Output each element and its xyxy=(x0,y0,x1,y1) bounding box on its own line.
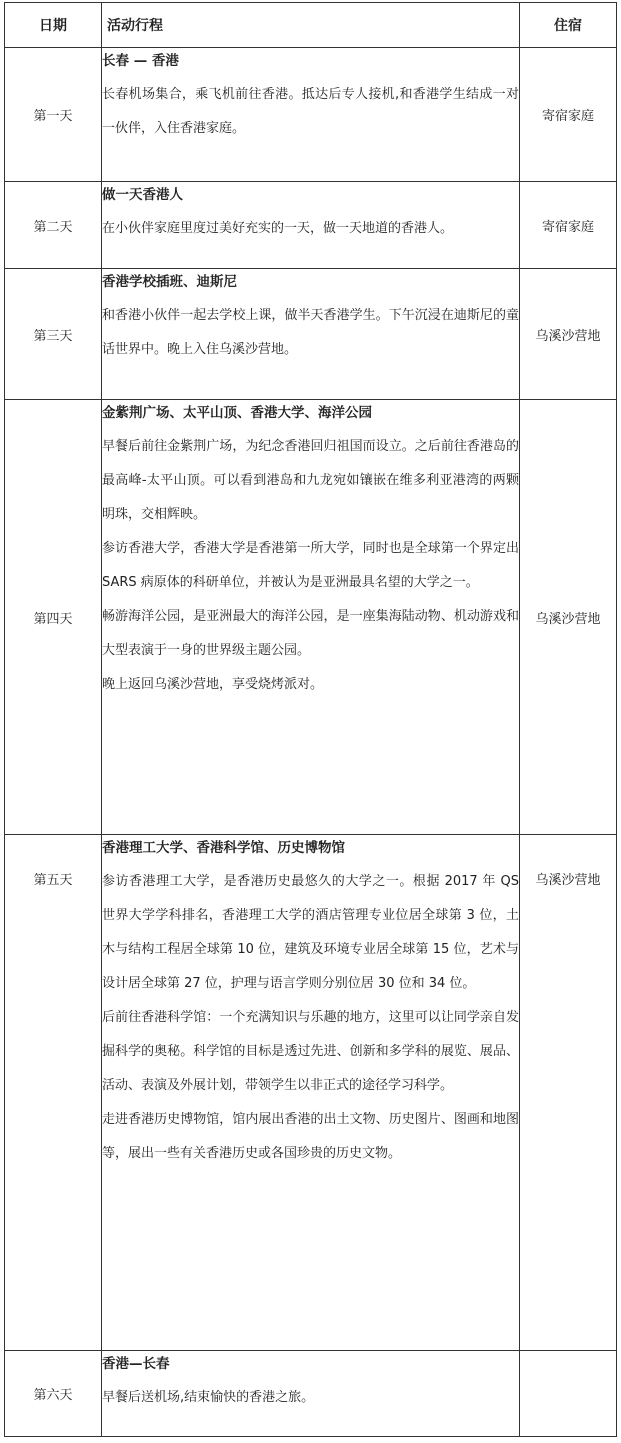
day-label: 第六天 xyxy=(5,1351,102,1437)
itinerary-table xyxy=(4,2,617,1437)
table-row xyxy=(5,269,617,400)
lodging-label: 寄宿家庭 xyxy=(520,182,617,269)
activity-title: 金紫荆广场、太平山顶、香港大学、海洋公园 xyxy=(102,405,372,421)
activity-paragraph: 走进香港历史博物馆，馆内展出香港的出土文物、历史图片、图画和地图等，展出一些有关香港历史或各国珍贵的历史文物。 xyxy=(102,1112,519,1161)
table-header-row xyxy=(5,3,617,48)
activity-title: 香港学校插班、迪斯尼 xyxy=(102,274,237,290)
activity-cell xyxy=(102,182,520,269)
column-header-lodging: 住宿 xyxy=(520,3,617,48)
activity-title: 香港理工大学、香港科学馆、历史博物馆 xyxy=(102,840,345,856)
activity-paragraph: 长春机场集合，乘飞机前往香港。抵达后专人接机,和香港学生结成一对一伙伴，入住香港家庭。 xyxy=(102,87,519,136)
itinerary-body xyxy=(5,48,617,1437)
activity-paragraph: 和香港小伙伴一起去学校上课，做半天香港学生。下午沉浸在迪斯尼的童话世界中。晚上入住乌溪沙营地。 xyxy=(102,308,519,357)
activity-paragraph: 在小伙伴家庭里度过美好充实的一天，做一天地道的香港人。 xyxy=(102,221,454,236)
activity-paragraph: 参访香港大学，香港大学是香港第一所大学，同时也是全球第一个界定出 SARS 病原体的科研单位，并被认为是亚洲最具名望的大学之一。 xyxy=(102,541,519,590)
day-label: 第三天 xyxy=(5,269,102,400)
table-row xyxy=(5,1351,617,1437)
activity-cell xyxy=(102,1351,520,1437)
lodging-label: 寄宿家庭 xyxy=(520,48,617,182)
table-row xyxy=(5,835,617,1351)
activity-cell xyxy=(102,269,520,400)
activity-cell xyxy=(102,400,520,835)
day-label: 第四天 xyxy=(5,400,102,835)
lodging-label xyxy=(520,1351,617,1437)
day-label: 第二天 xyxy=(5,182,102,269)
activity-title: 做一天香港人 xyxy=(102,187,183,203)
column-header-date: 日期 xyxy=(5,3,102,48)
activity-paragraph: 晚上返回乌溪沙营地，享受烧烤派对。 xyxy=(102,677,324,692)
day-label: 第一天 xyxy=(5,48,102,182)
table-row xyxy=(5,400,617,835)
table-row xyxy=(5,182,617,269)
activity-paragraph: 后前往香港科学馆：一个充满知识与乐趣的地方，这里可以让同学亲自发掘科学的奥秘。科学馆的目标是透过先进、创新和多学科的展览、展品、活动、表演及外展计划，带领学生以非正式的途径学习科学。 xyxy=(102,1010,519,1093)
day-label: 第五天 xyxy=(5,835,102,1351)
table-row xyxy=(5,48,617,182)
column-header-activity: 活动行程 xyxy=(102,3,520,48)
activity-paragraph: 早餐后送机场,结束愉快的香港之旅。 xyxy=(102,1390,315,1405)
activity-paragraph: 早餐后前往金紫荆广场，为纪念香港回归祖国而设立。之后前往香港岛的最高峰-太平山顶。可以看到港岛和九龙宛如镶嵌在维多利亚港湾的两颗明珠，交相辉映。 xyxy=(102,439,519,522)
activity-paragraph: 参访香港理工大学，是香港历史最悠久的大学之一。根据 2017 年 QS 世界大学学科排名，香港理工大学的酒店管理专业位居全球第 3 位，土木与结构工程居全球第 10 位，建筑及环境专业居全球第 15 位，艺术与设计居全球第 27 位，护理与语言学则分别位居 30 位和 34 位。 xyxy=(102,874,519,991)
activity-title: 长春 — 香港 xyxy=(102,53,179,69)
lodging-label: 乌溪沙营地 xyxy=(520,835,617,1351)
lodging-label: 乌溪沙营地 xyxy=(520,400,617,835)
activity-title: 香港—长春 xyxy=(102,1356,170,1372)
activity-cell xyxy=(102,48,520,182)
activity-cell xyxy=(102,835,520,1351)
lodging-label: 乌溪沙营地 xyxy=(520,269,617,400)
activity-paragraph: 畅游海洋公园，是亚洲最大的海洋公园，是一座集海陆动物、机动游戏和大型表演于一身的世界级主题公园。 xyxy=(102,609,519,658)
